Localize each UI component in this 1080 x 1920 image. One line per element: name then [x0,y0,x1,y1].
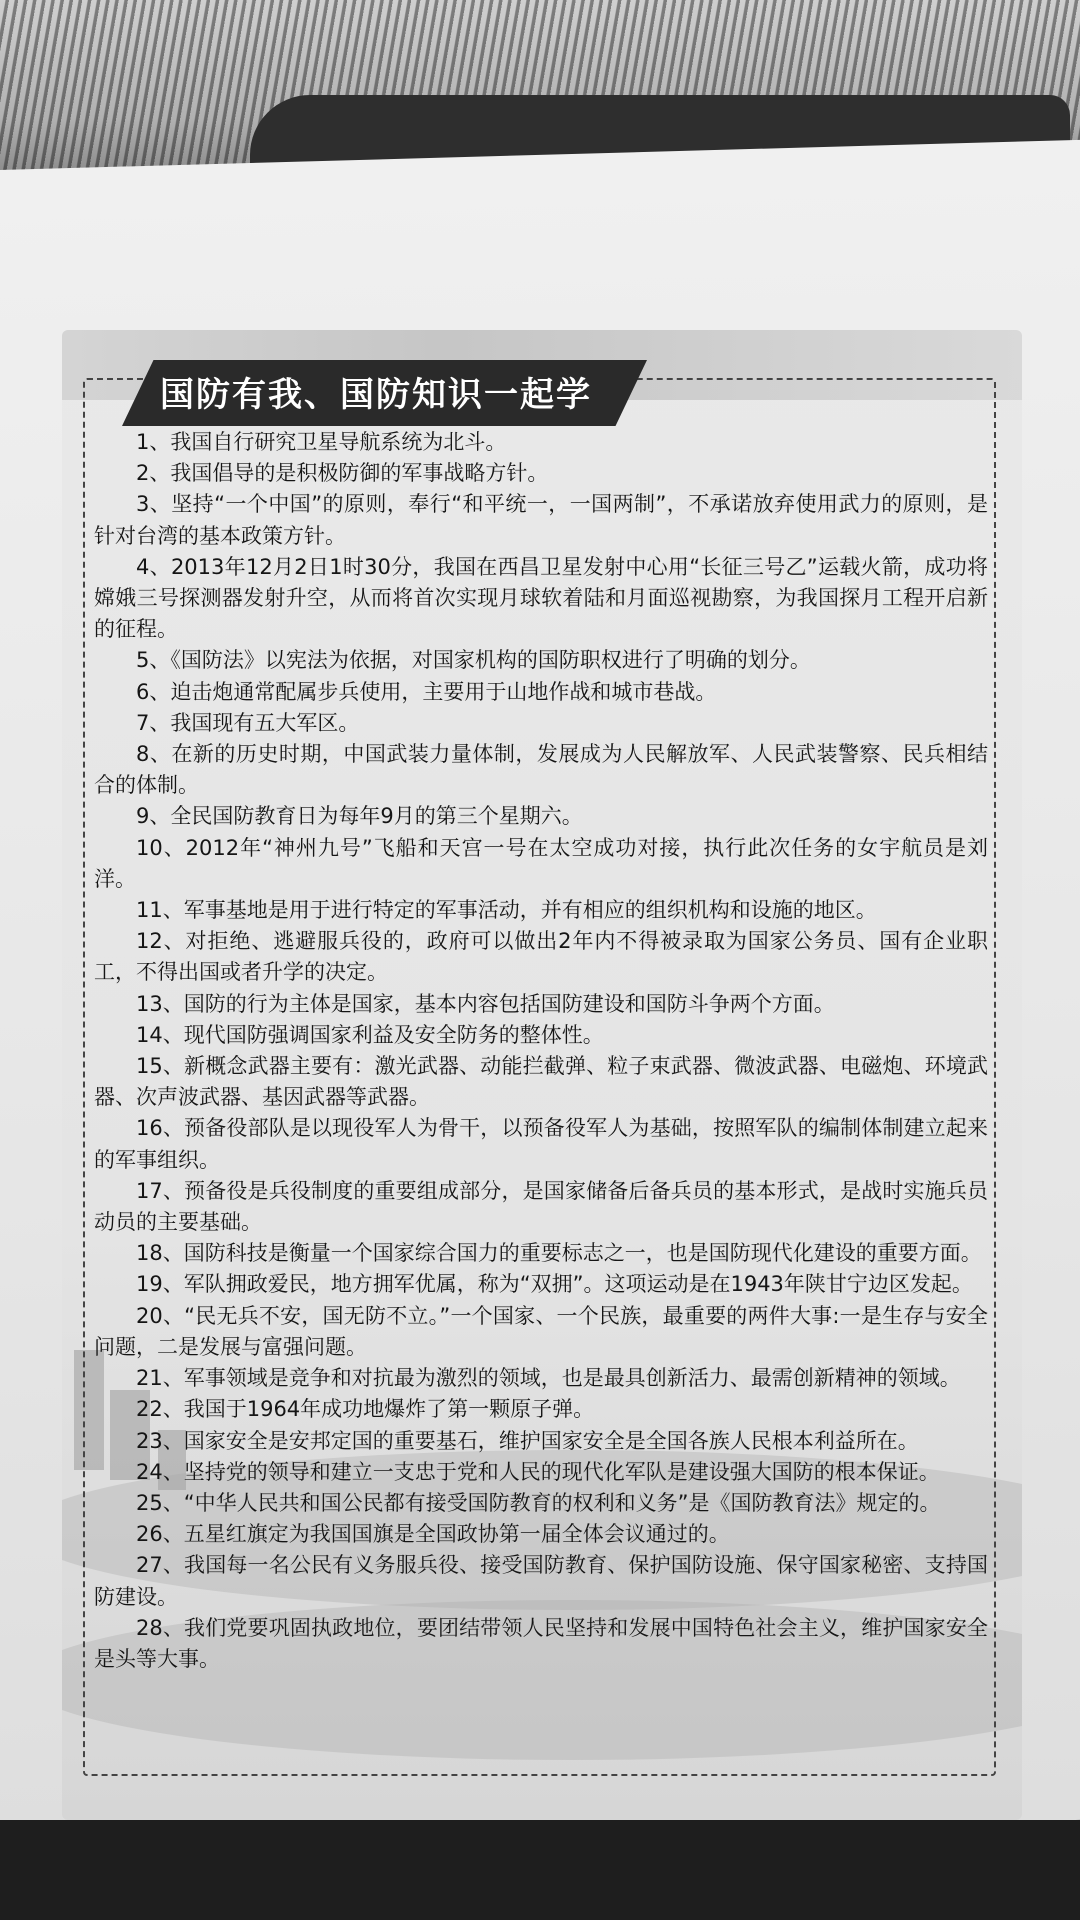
knowledge-item-6: 6、迫击炮通常配属步兵使用，主要用于山地作战和城市巷战。 [136,679,717,704]
knowledge-item-20: 20、“民无兵不安，国无防不立。”一个国家、一个民族，最重要的两件大事:一是生存与安全问题，二是发展与富强问题。 [94,1303,988,1359]
knowledge-item-2: 2、我国倡导的是积极防御的军事战略方针。 [136,461,549,486]
knowledge-item-16: 16、预备役部队是以现役军人为骨干，以预备役军人为基础，按照军队的编制体制建立起来的军事组织。 [94,1116,988,1172]
knowledge-item-11: 11、军事基地是用于进行特定的军事活动，并有相应的组织机构和设施的地区。 [136,898,877,923]
knowledge-item-12: 12、对拒绝、逃避服兵役的，政府可以做出2年内不得被录取为国家公务员、国有企业职工，不得出国或者升学的决定。 [94,929,988,985]
page-title: 国防有我、国防知识一起学 [160,375,592,415]
knowledge-item-27: 27、我国每一名公民有义务服兵役、接受国防教育、保护国防设施、保守国家秘密、支持国防建设。 [94,1553,988,1609]
knowledge-item-14: 14、现代国防强调国家利益及安全防务的整体性。 [136,1022,604,1047]
knowledge-item-4: 4、2013年12月2日1时30分，我国在西昌卫星发射中心用“长征三号乙”运载火箭，成功将嫦娥三号探测器发射升空，从而将首次实现月球软着陆和月面巡视勘察，为我国探月工程开启新的征程。 [94,554,988,642]
knowledge-item-8: 8、在新的历史时期，中国武装力量体制，发展成为人民解放军、人民武装警察、民兵相结合的体制。 [94,742,988,798]
knowledge-item-22: 22、我国于1964年成功地爆炸了第一颗原子弹。 [136,1397,595,1422]
knowledge-item-23: 23、国家安全是安邦定国的重要基石，维护国家安全是全国各族人民根本利益所在。 [136,1428,919,1453]
knowledge-item-17: 17、预备役是兵役制度的重要组成部分，是国家储备后备兵员的基本形式，是战时实施兵员动员的主要基础。 [94,1178,988,1235]
knowledge-item-28: 28、我们党要巩固执政地位，要团结带领人民坚持和发展中国特色社会主义，维护国家安全是头等大事。 [94,1615,988,1671]
bottom-surface [0,1820,1080,1920]
knowledge-item-26: 26、五星红旗定为我国国旗是全国政协第一届全体会议通过的。 [136,1522,730,1547]
knowledge-item-1: 1、我国自行研究卫星导航系统为北斗。 [136,430,507,454]
knowledge-list [94,427,988,1675]
knowledge-item-3: 3、坚持“一个中国”的原则，奉行“和平统一，一国两制”，不承诺放弃使用武力的原则，是针对台湾的基本政策方针。 [94,492,988,548]
knowledge-item-7: 7、我国现有五大军区。 [136,710,360,735]
knowledge-item-24: 24、坚持党的领导和建立一支忠于党和人民的现代化军队是建设强大国防的根本保证。 [136,1459,940,1484]
knowledge-item-15: 15、新概念武器主要有：激光武器、动能拦截弹、粒子束武器、微波武器、电磁炮、环境武器、次声波武器、基因武器等武器。 [94,1054,988,1110]
knowledge-item-13: 13、国防的行为主体是国家，基本内容包括国防建设和国防斗争两个方面。 [136,991,835,1016]
knowledge-item-10: 10、2012年“神州九号”飞船和天宫一号在太空成功对接，执行此次任务的女宇航员是刘洋。 [94,835,988,891]
knowledge-item-19: 19、军队拥政爱民，地方拥军优属，称为“双拥”。这项运动是在1943年陕甘宁边区发起。 [136,1272,973,1297]
knowledge-item-9: 9、全民国防教育日为每年9月的第三个星期六。 [136,804,583,829]
knowledge-item-25: 25、“中华人民共和国公民都有接受国防教育的权利和义务”是《国防教育法》规定的。 [136,1490,941,1515]
knowledge-item-21: 21、军事领域是竞争和对抗最为激烈的领域，也是最具创新活力、最需创新精神的领域。 [136,1366,961,1391]
knowledge-item-18: 18、国防科技是衡量一个国家综合国力的重要标志之一，也是国防现代化建设的重要方面。 [136,1241,982,1266]
knowledge-item-5: 5、《国防法》以宪法为依据，对国家机构的国防职权进行了明确的划分。 [136,648,811,673]
